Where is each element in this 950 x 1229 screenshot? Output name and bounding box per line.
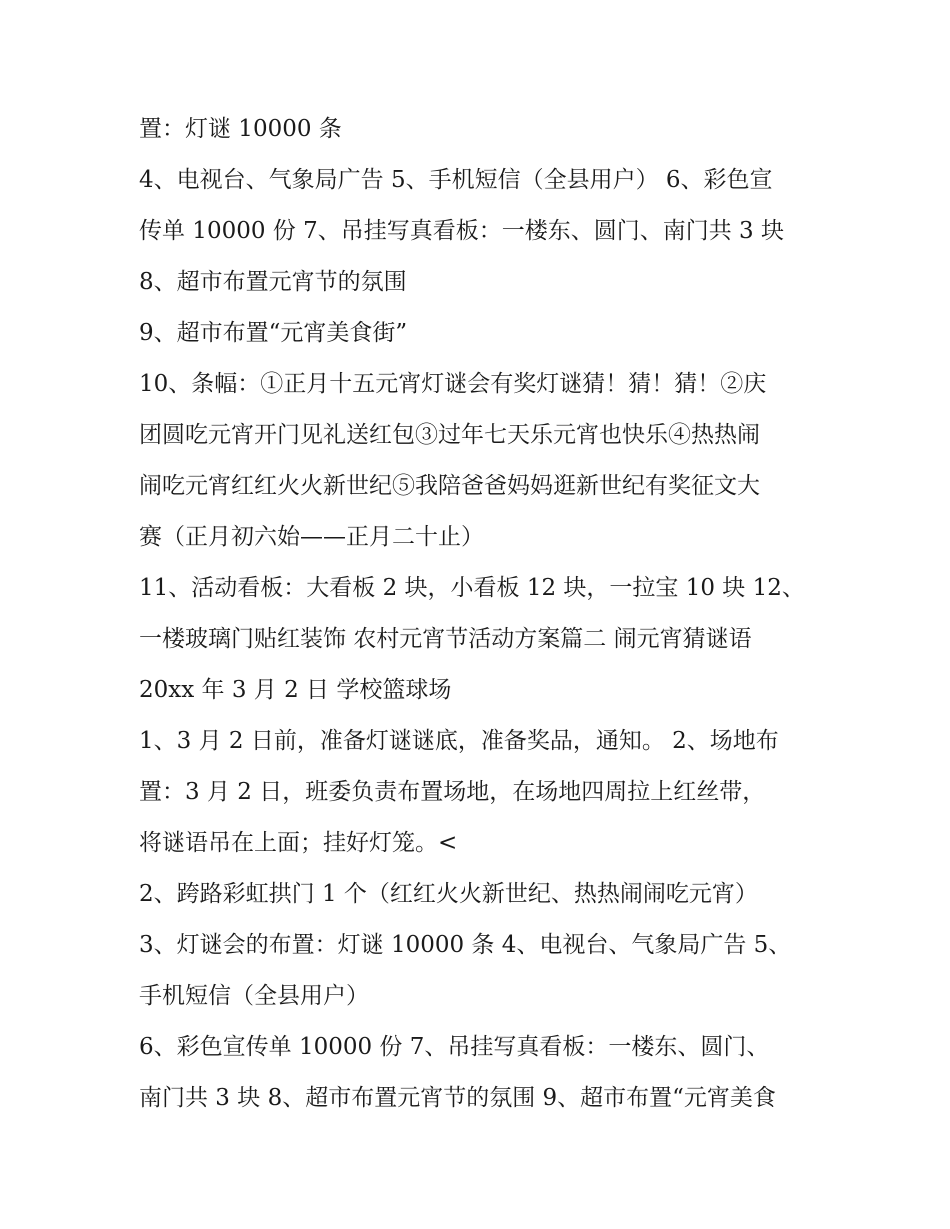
- text-line: 8、超市布置元宵节的氛围: [139, 269, 407, 295]
- text-line: 将谜语吊在上面；挂好灯笼。<: [139, 830, 458, 856]
- text-line: 2、跨路彩虹拱门 1 个（红红火火新世纪、热热闹闹吃元宵）: [139, 881, 758, 907]
- text-line: 传单 10000 份 7、吊挂写真看板：一楼东、圆门、南门共 3 块: [139, 218, 784, 244]
- text-line: 10、条幅：①正月十五元宵灯谜会有奖灯谜猜！猜！猜！②庆: [139, 371, 767, 397]
- text-line: 一楼玻璃门贴红装饰 农村元宵节活动方案篇二 闹元宵猜谜语: [139, 626, 752, 652]
- text-line: 团圆吃元宵开门见礼送红包③过年七天乐元宵也快乐④热热闹: [139, 422, 760, 448]
- text-line: 手机短信（全县用户）: [139, 983, 369, 1009]
- text-line: 9、超市布置“元宵美食街”: [139, 320, 408, 346]
- text-line: 南门共 3 块 8、超市布置元宵节的氛围 9、超市布置“元宵美食: [139, 1085, 776, 1111]
- text-line: 4、电视台、气象局广告 5、手机短信（全县用户） 6、彩色宣: [139, 167, 773, 193]
- text-line: 1、3 月 2 日前，准备灯谜谜底，准备奖品，通知。 2、场地布: [139, 728, 779, 754]
- text-line: 3、灯谜会的布置：灯谜 10000 条 4、电视台、气象局广告 5、: [139, 932, 792, 958]
- text-line: 20xx 年 3 月 2 日 学校篮球场: [139, 677, 452, 703]
- text-line: 6、彩色宣传单 10000 份 7、吊挂写真看板：一楼东、圆门、: [139, 1034, 770, 1060]
- text-line: 置：灯谜 10000 条: [139, 116, 342, 142]
- text-line: 赛（正月初六始——正月二十止）: [139, 524, 484, 550]
- text-line: 置：3 月 2 日，班委负责布置场地，在场地四周拉上红丝带，: [139, 779, 766, 805]
- document-body: [139, 104, 819, 1124]
- text-line: 闹吃元宵红红火火新世纪⑤我陪爸爸妈妈逛新世纪有奖征文大: [139, 473, 760, 499]
- text-line: 11、活动看板：大看板 2 块，小看板 12 块，一拉宝 10 块 12、: [139, 575, 805, 601]
